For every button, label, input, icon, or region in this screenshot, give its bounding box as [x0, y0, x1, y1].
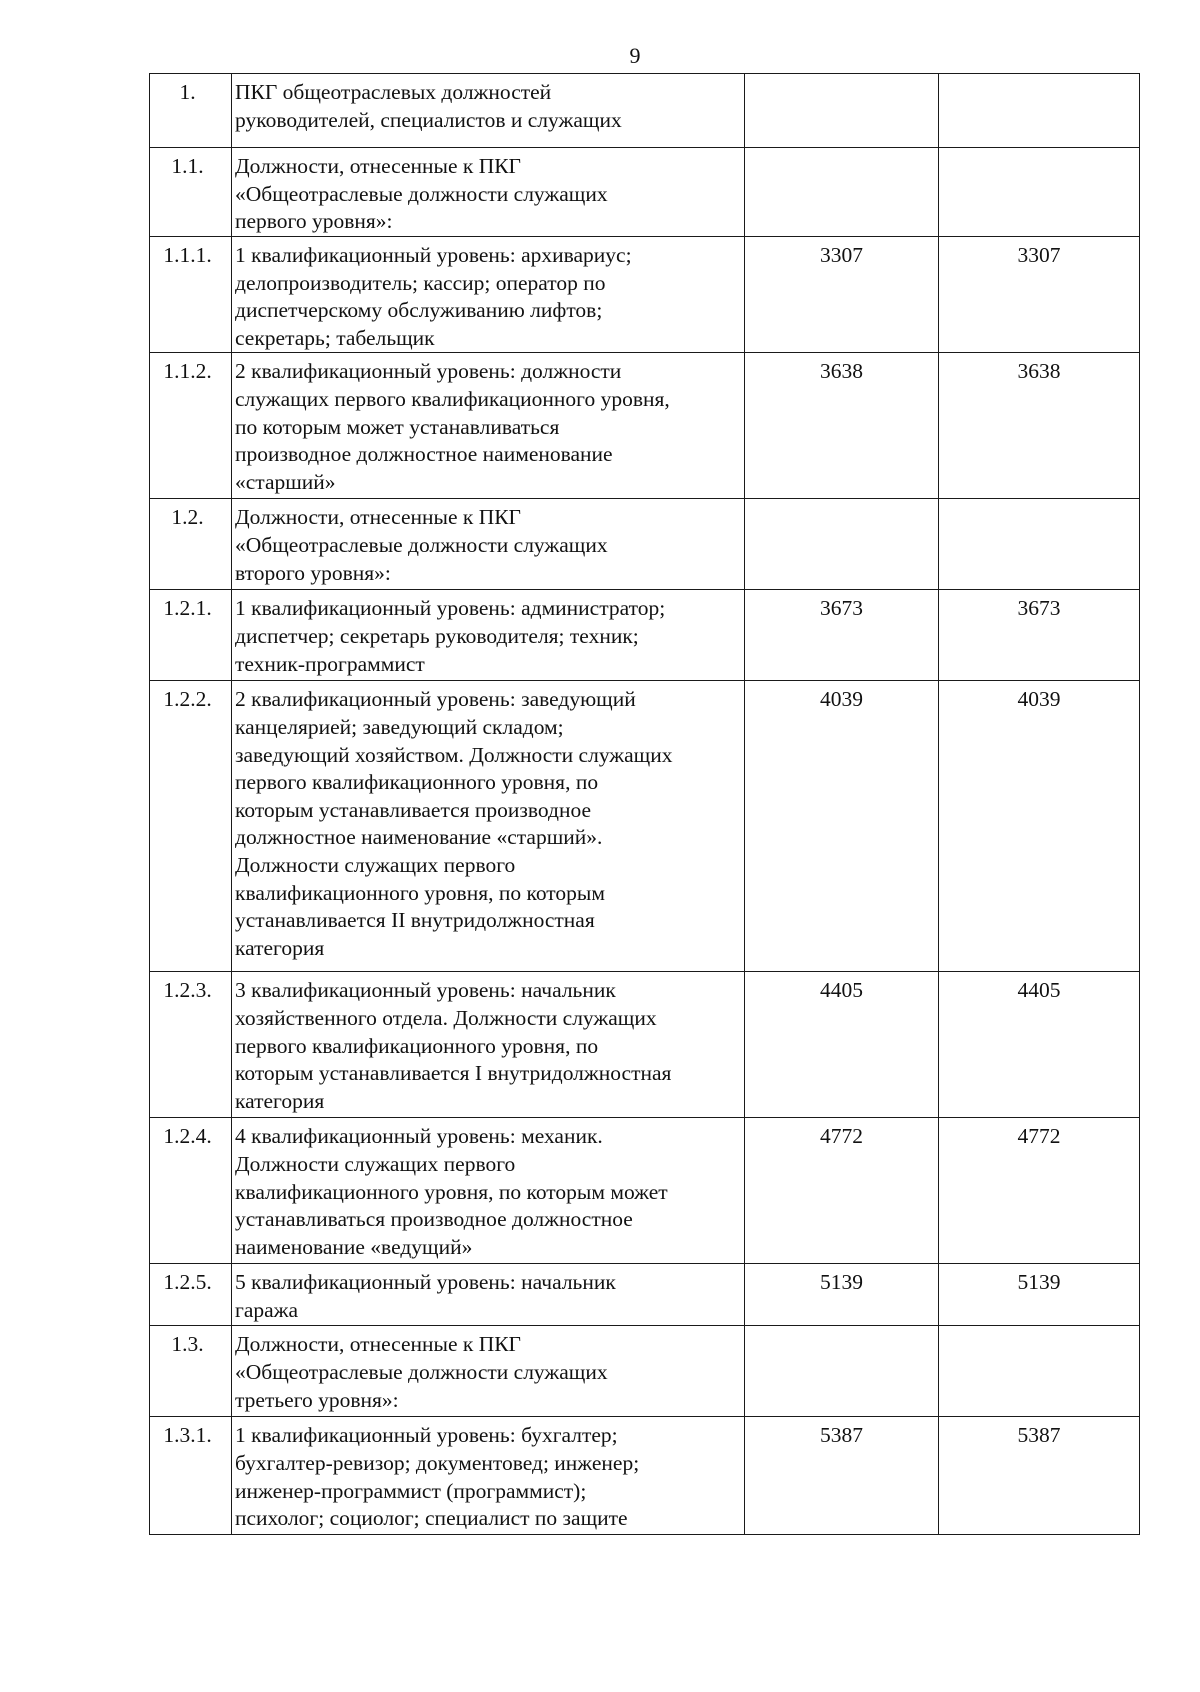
description-line: Должности служащих первого [235, 1151, 516, 1176]
table-row [150, 74, 1140, 148]
row-value-1: 3307 [745, 237, 939, 353]
row-description [232, 1264, 745, 1326]
description-line: 5 квалификационный уровень: начальник [235, 1270, 616, 1295]
row-value-1: 3673 [745, 590, 939, 681]
row-value-1: 4772 [745, 1118, 939, 1264]
row-value-1 [745, 148, 939, 237]
description-line: Должности, отнесенные к ПКГ [235, 505, 521, 530]
description-line: квалификационного уровня, по которым [235, 880, 605, 905]
row-number: 1.1.2. [150, 353, 232, 499]
row-value-2: 5139 [939, 1264, 1140, 1326]
description-line: по которым может устанавливаться [235, 414, 560, 439]
description-line: 1 квалификационный уровень: администратор; [235, 596, 666, 621]
description-line: которым устанавливается I внутридолжностная [235, 1061, 672, 1086]
description-line: наименование «ведущий» [235, 1234, 473, 1259]
row-description [232, 590, 745, 681]
table-row [150, 681, 1140, 972]
description-line: техник-программист [235, 651, 425, 676]
row-value-1: 3638 [745, 353, 939, 499]
description-line: делопроизводитель; кассир; оператор по [235, 270, 606, 295]
row-number: 1.1.1. [150, 237, 232, 353]
row-value-1 [745, 499, 939, 590]
description-line: заведующий хозяйством. Должности служащих [235, 742, 673, 767]
table-row [150, 499, 1140, 590]
row-number: 1.3. [150, 1326, 232, 1417]
description-line: 3 квалификационный уровень: начальник [235, 978, 616, 1003]
description-line: секретарь; табельщик [235, 325, 435, 350]
row-description [232, 681, 745, 972]
table-row [150, 353, 1140, 499]
row-description [232, 499, 745, 590]
row-value-2: 3307 [939, 237, 1140, 353]
description-line: Должности служащих первого [235, 852, 516, 877]
description-line: 2 квалификационный уровень: заведующий [235, 687, 636, 712]
row-number: 1.2.1. [150, 590, 232, 681]
description-line: 4 квалификационный уровень: механик. [235, 1124, 603, 1149]
row-value-1: 4039 [745, 681, 939, 972]
description-line: категория [235, 1088, 325, 1113]
row-number: 1.3.1. [150, 1417, 232, 1535]
row-value-1: 5387 [745, 1417, 939, 1535]
row-description [232, 1118, 745, 1264]
table-row [150, 1264, 1140, 1326]
row-number: 1.2. [150, 499, 232, 590]
row-value-1 [745, 74, 939, 148]
row-value-2: 4772 [939, 1118, 1140, 1264]
row-description [232, 1417, 745, 1535]
row-value-1: 5139 [745, 1264, 939, 1326]
description-line: инженер-программист (программист); [235, 1478, 587, 1503]
row-number: 1.2.2. [150, 681, 232, 972]
description-line: диспетчер; секретарь руководителя; техник; [235, 623, 639, 648]
description-line: руководителей, специалистов и служащих [235, 107, 622, 132]
page-number: 9 [629, 43, 641, 68]
description-line: квалификационного уровня, по которым может [235, 1179, 668, 1204]
description-line: третьего уровня»: [235, 1387, 399, 1412]
description-line: производное должностное наименование [235, 442, 613, 467]
description-line: канцелярией; заведующий складом; [235, 714, 564, 739]
salary-table [149, 73, 1140, 1535]
description-line: хозяйственного отдела. Должности служащих [235, 1005, 657, 1030]
row-value-1 [745, 1326, 939, 1417]
description-line: Должности, отнесенные к ПКГ [235, 154, 521, 178]
description-line: «Общеотраслевые должности служащих [235, 1359, 608, 1384]
description-line: бухгалтер-ревизор; документовед; инженер; [235, 1450, 640, 1475]
description-line: первого квалификационного уровня, по [235, 770, 599, 795]
description-line: служащих первого квалификационного уровня, [235, 386, 670, 411]
description-line: психолог; социолог; специалист по защите [235, 1506, 628, 1531]
description-line: категория [235, 935, 325, 960]
row-value-2: 3673 [939, 590, 1140, 681]
description-line: «старший» [235, 469, 336, 494]
description-line: «Общеотраслевые должности служащих [235, 532, 608, 557]
table-row [150, 1326, 1140, 1417]
description-line: второго уровня»: [235, 560, 391, 585]
row-value-1: 4405 [745, 972, 939, 1118]
row-value-2: 5387 [939, 1417, 1140, 1535]
description-line: диспетчерскому обслуживанию лифтов; [235, 298, 603, 323]
table-row [150, 1417, 1140, 1535]
row-number: 1.2.3. [150, 972, 232, 1118]
table-row [150, 237, 1140, 353]
table-row [150, 148, 1140, 237]
row-value-2: 3638 [939, 353, 1140, 499]
description-line: 1 квалификационный уровень: бухгалтер; [235, 1423, 618, 1448]
row-value-2 [939, 148, 1140, 237]
table-row [150, 1118, 1140, 1264]
row-number: 1.2.5. [150, 1264, 232, 1326]
table-row [150, 972, 1140, 1118]
description-line: «Общеотраслевые должности служащих [235, 181, 608, 206]
description-line: первого квалификационного уровня, по [235, 1033, 599, 1058]
row-number: 1.2.4. [150, 1118, 232, 1264]
description-line: Должности, отнесенные к ПКГ [235, 1332, 521, 1357]
description-line: устанавливается II внутридолжностная [235, 908, 595, 933]
description-line: ПКГ общеотраслевых должностей [235, 80, 552, 104]
row-description [232, 74, 745, 148]
description-line: первого уровня»: [235, 209, 393, 234]
row-description [232, 1326, 745, 1417]
description-line: 2 квалификационный уровень: должности [235, 359, 622, 384]
row-value-2: 4039 [939, 681, 1140, 972]
row-value-2 [939, 74, 1140, 148]
description-line: устанавливаться производное должностное [235, 1207, 633, 1232]
description-line: 1 квалификационный уровень: архивариус; [235, 243, 632, 267]
row-number: 1. [150, 74, 232, 148]
row-number: 1.1. [150, 148, 232, 237]
table-row [150, 590, 1140, 681]
description-line: гаража [235, 1297, 299, 1322]
row-description [232, 353, 745, 499]
row-value-2 [939, 499, 1140, 590]
row-value-2: 4405 [939, 972, 1140, 1118]
description-line: должностное наименование «старший». [235, 825, 603, 850]
row-value-2 [939, 1326, 1140, 1417]
row-description [232, 972, 745, 1118]
description-line: которым устанавливается производное [235, 797, 592, 822]
row-description [232, 148, 745, 237]
row-description [232, 237, 745, 353]
